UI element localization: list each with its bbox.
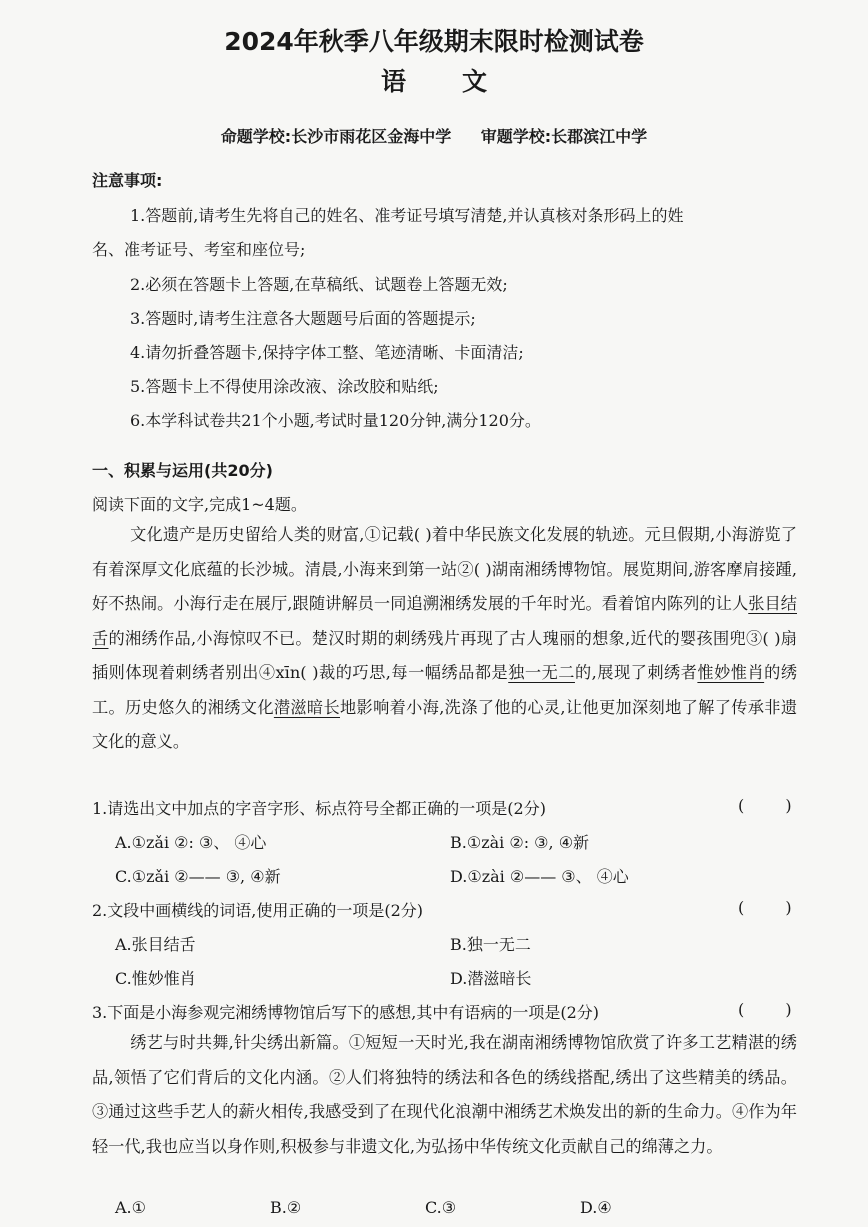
option-b: B.①zài ②: ③, ④新 bbox=[450, 833, 590, 852]
passage-text: 绣艺与时共舞,针尖绣出新篇。①短短一天时光,我在湖南湘绣博物馆欣赏了许多工艺精湛的绣品,领悟了它们背后的文化内涵。②人们将独特的绣法和各色的绣线搭配,绣出了这些精美的绣品。③通过这些手艺人的薪火相传,我感受到了在现代化浪潮中湘绣艺术焕发出的新的生命力。④作为年轻一代,我也应当以身作则,积极参与非遗文化,为弘扬中华传统文化贡献自己的绵薄之力。 bbox=[92, 1033, 797, 1156]
notice-item: 4.请勿折叠答题卡,保持字体工整、笔迹清晰、卡面清洁; bbox=[130, 343, 524, 362]
question-2-stem: 2.文段中画横线的词语,使用正确的一项是(2分) bbox=[92, 901, 424, 920]
answer-paren: ( ) bbox=[738, 1000, 810, 1019]
notice-item: 1.答题前,请考生先将自己的姓名、准考证号填写清楚,并认真核对条形码上的姓 bbox=[130, 206, 684, 225]
option-d: D.④ bbox=[580, 1198, 612, 1217]
option-c: C.①zǎi ②—— ③, ④新 bbox=[115, 867, 281, 886]
option-d: D.①zài ②—— ③、 ④心 bbox=[450, 867, 629, 886]
question-1-stem: 1.请选出文中加点的字音字形、标点符号全都正确的一项是(2分) bbox=[92, 799, 546, 818]
option-a: A.①zǎi ②: ③、 ④心 bbox=[115, 833, 267, 852]
underlined-word: 独一无二 bbox=[508, 663, 575, 682]
passage-text: 的绣工。历史悠久的湘绣文化 bbox=[92, 663, 798, 717]
option-c: C.③ bbox=[425, 1198, 457, 1217]
passage-text: 的湘绣作品,小海惊叹不已。楚汉时期的刺绣残片再现了古人瑰丽的想象,近代的婴孩围兜③( )扇插则体现着刺绣者别出④xīn( )裁的巧思,每一幅绣品都是 bbox=[92, 628, 797, 682]
notice-heading: 注意事项: bbox=[92, 171, 163, 190]
passage-text: 地影响着小海,洗涤了他的心灵,让他更加深刻地了解了传承非遗文化的意义。 bbox=[92, 697, 798, 751]
school-info bbox=[0, 124, 868, 147]
option-b: B.② bbox=[270, 1198, 302, 1217]
passage-text: 文化遗产是历史留给人类的财富,①记载( )着中华民族文化发展的轨迹。元旦假期,小海游览了有着深厚文化底蕴的长沙城。清晨,小海来到第一站②( )湖南湘绣博物馆。展览期间,游客摩肩接踵,好不热闹。小海行走在展厅,跟随讲解员一同追溯湘绣发展的千年时光。看着馆内陈列的让人 bbox=[92, 525, 797, 613]
section-intro: 阅读下面的文字,完成1~4题。 bbox=[92, 495, 307, 514]
option-c: C.惟妙惟肖 bbox=[115, 969, 196, 988]
reviewer-school: 审题学校:长郡滨江中学 bbox=[480, 127, 648, 146]
proposer-school: 命题学校:长沙市雨花区金海中学 bbox=[220, 127, 452, 146]
option-a: A.① bbox=[115, 1198, 146, 1217]
answer-paren: ( ) bbox=[738, 898, 810, 917]
passage-text: 的,展现了刺绣者 bbox=[574, 663, 698, 682]
question-3-stem: 3.下面是小海参观完湘绣博物馆后写下的感想,其中有语病的一项是(2分) bbox=[92, 1003, 600, 1022]
notice-item: 5.答题卡上不得使用涂改液、涂改胶和贴纸; bbox=[130, 377, 439, 396]
underlined-word: 惟妙惟肖 bbox=[697, 663, 765, 682]
option-d: D.潜滋暗长 bbox=[450, 969, 532, 988]
notice-item: 6.本学科试卷共21个小题,考试时量120分钟,满分120分。 bbox=[130, 411, 541, 430]
answer-paren: ( ) bbox=[738, 796, 810, 815]
option-b: B.独一无二 bbox=[450, 935, 531, 954]
underlined-word: 潜滋暗长 bbox=[273, 697, 340, 717]
notice-item: 2.必须在答题卡上答题,在草稿纸、试题卷上答题无效; bbox=[130, 275, 508, 294]
option-a: A.张目结舌 bbox=[115, 935, 196, 954]
reading-passage bbox=[92, 518, 797, 760]
notice-item: 名、准考证号、考室和座位号; bbox=[92, 240, 306, 259]
notice-item: 3.答题时,请考生注意各大题题号后面的答题提示; bbox=[130, 309, 476, 328]
exam-title: 2024年秋季八年级期末限时检测试卷 bbox=[224, 27, 644, 56]
underlined-word: 张目结舌 bbox=[92, 594, 797, 648]
question-3-passage bbox=[92, 1026, 797, 1164]
section-heading: 一、积累与运用(共20分) bbox=[92, 461, 273, 480]
subject-title: 语文 bbox=[380, 67, 543, 96]
